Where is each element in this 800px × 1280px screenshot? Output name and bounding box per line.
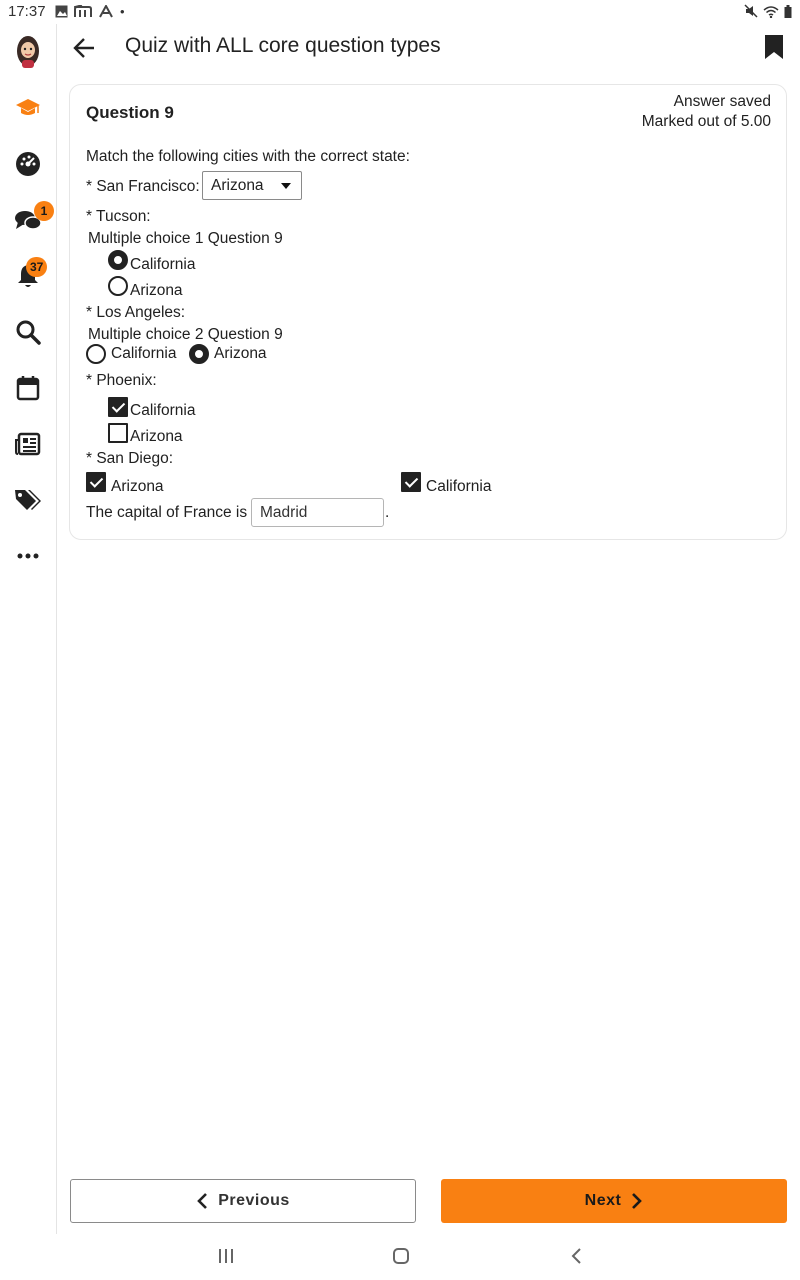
- next-button[interactable]: [441, 1179, 787, 1223]
- page-title: Quiz with ALL core question types: [125, 34, 441, 57]
- rail-dashboard[interactable]: [0, 144, 56, 184]
- bookmark-icon: [764, 34, 784, 60]
- rail-messages[interactable]: [0, 200, 56, 240]
- system-back-icon[interactable]: [568, 1246, 584, 1266]
- caret-down-icon: [281, 183, 291, 189]
- rail-more[interactable]: [0, 536, 56, 576]
- sd-checkbox-arizona[interactable]: [86, 472, 106, 492]
- phoenix-option-label: Arizona: [130, 428, 183, 445]
- tucson-subquestion: Multiple choice 1 Question 9: [88, 230, 283, 247]
- previous-label: Previous: [218, 1192, 290, 1209]
- rail-my-courses[interactable]: [0, 88, 56, 128]
- phoenix-option-label: California: [130, 402, 196, 419]
- sf-label: * San Francisco:: [86, 178, 200, 195]
- side-navigation-rail: [0, 24, 57, 1234]
- tucson-option-label: Arizona: [130, 282, 183, 299]
- mute-icon: [744, 4, 758, 18]
- system-navigation-bar: [0, 1234, 800, 1280]
- avatar: [13, 34, 43, 70]
- tucson-radio-arizona[interactable]: [108, 276, 128, 296]
- app-header: [57, 24, 800, 72]
- rail-tags[interactable]: [0, 480, 56, 520]
- messages-badge: 1: [34, 201, 54, 221]
- la-subquestion: Multiple choice 2 Question 9: [88, 326, 283, 343]
- recent-apps-icon[interactable]: [217, 1246, 235, 1266]
- question-card: [69, 84, 787, 540]
- home-icon[interactable]: [391, 1246, 411, 1266]
- sd-checkbox-california[interactable]: [401, 472, 421, 492]
- image-icon: [55, 5, 68, 18]
- sf-select-value: Arizona: [211, 177, 264, 194]
- la-radio-california[interactable]: [86, 344, 106, 364]
- phoenix-checkbox-california[interactable]: [108, 397, 128, 417]
- tucson-label: * Tucson:: [86, 208, 151, 225]
- user-avatar[interactable]: [0, 32, 56, 72]
- la-option-label: Arizona: [214, 345, 267, 362]
- tucson-option-label: California: [130, 256, 196, 273]
- wifi-icon: [763, 5, 779, 18]
- rail-search[interactable]: [0, 312, 56, 352]
- question-text: Match the following cities with the correct state:: [86, 148, 410, 165]
- app-a-icon: [98, 5, 114, 18]
- la-label: * Los Angeles:: [86, 304, 186, 321]
- battery-icon: [784, 5, 792, 18]
- status-dot: •: [120, 4, 125, 19]
- la-option-label: California: [111, 345, 177, 362]
- status-bar: [0, 0, 800, 24]
- more-icon: [17, 553, 39, 559]
- phoenix-label: * Phoenix:: [86, 372, 157, 389]
- la-radio-arizona[interactable]: [189, 344, 209, 364]
- question-marks: Marked out of 5.00: [641, 113, 771, 130]
- gap-text: The capital of France is: [86, 504, 248, 521]
- chevron-left-icon: [196, 1192, 208, 1210]
- next-label: Next: [584, 1192, 622, 1209]
- news-icon: [15, 432, 41, 456]
- gap-end: .: [385, 504, 390, 521]
- rail-notifications[interactable]: [0, 256, 56, 296]
- answer-status: Answer saved: [673, 93, 771, 110]
- sd-label: * San Diego:: [86, 450, 174, 467]
- sd-option-label: California: [426, 478, 492, 495]
- rail-site-news[interactable]: [0, 424, 56, 464]
- bookmark-button[interactable]: [764, 34, 784, 65]
- previous-button[interactable]: [70, 1179, 416, 1223]
- phoenix-checkbox-arizona[interactable]: [108, 423, 128, 443]
- sf-select[interactable]: [202, 171, 302, 200]
- dashboard-icon: [15, 151, 41, 177]
- chevron-right-icon: [631, 1192, 643, 1210]
- rail-calendar[interactable]: [0, 368, 56, 408]
- capital-answer-input[interactable]: Madrid: [251, 498, 384, 527]
- status-system-icons: [744, 4, 792, 18]
- back-button[interactable]: [71, 34, 99, 62]
- question-title: Question 9: [86, 103, 174, 122]
- sd-option-label: Arizona: [111, 478, 164, 495]
- graduation-cap-icon: [15, 97, 41, 119]
- notifications-badge: 37: [26, 257, 47, 277]
- app-m-icon: [74, 5, 92, 18]
- status-time: 17:37: [8, 3, 46, 20]
- calendar-icon: [16, 375, 40, 401]
- arrow-left-icon: [71, 34, 99, 62]
- tucson-radio-california[interactable]: [108, 250, 128, 270]
- status-notification-icons: [55, 4, 125, 19]
- tags-icon: [14, 488, 42, 512]
- search-icon: [15, 319, 41, 345]
